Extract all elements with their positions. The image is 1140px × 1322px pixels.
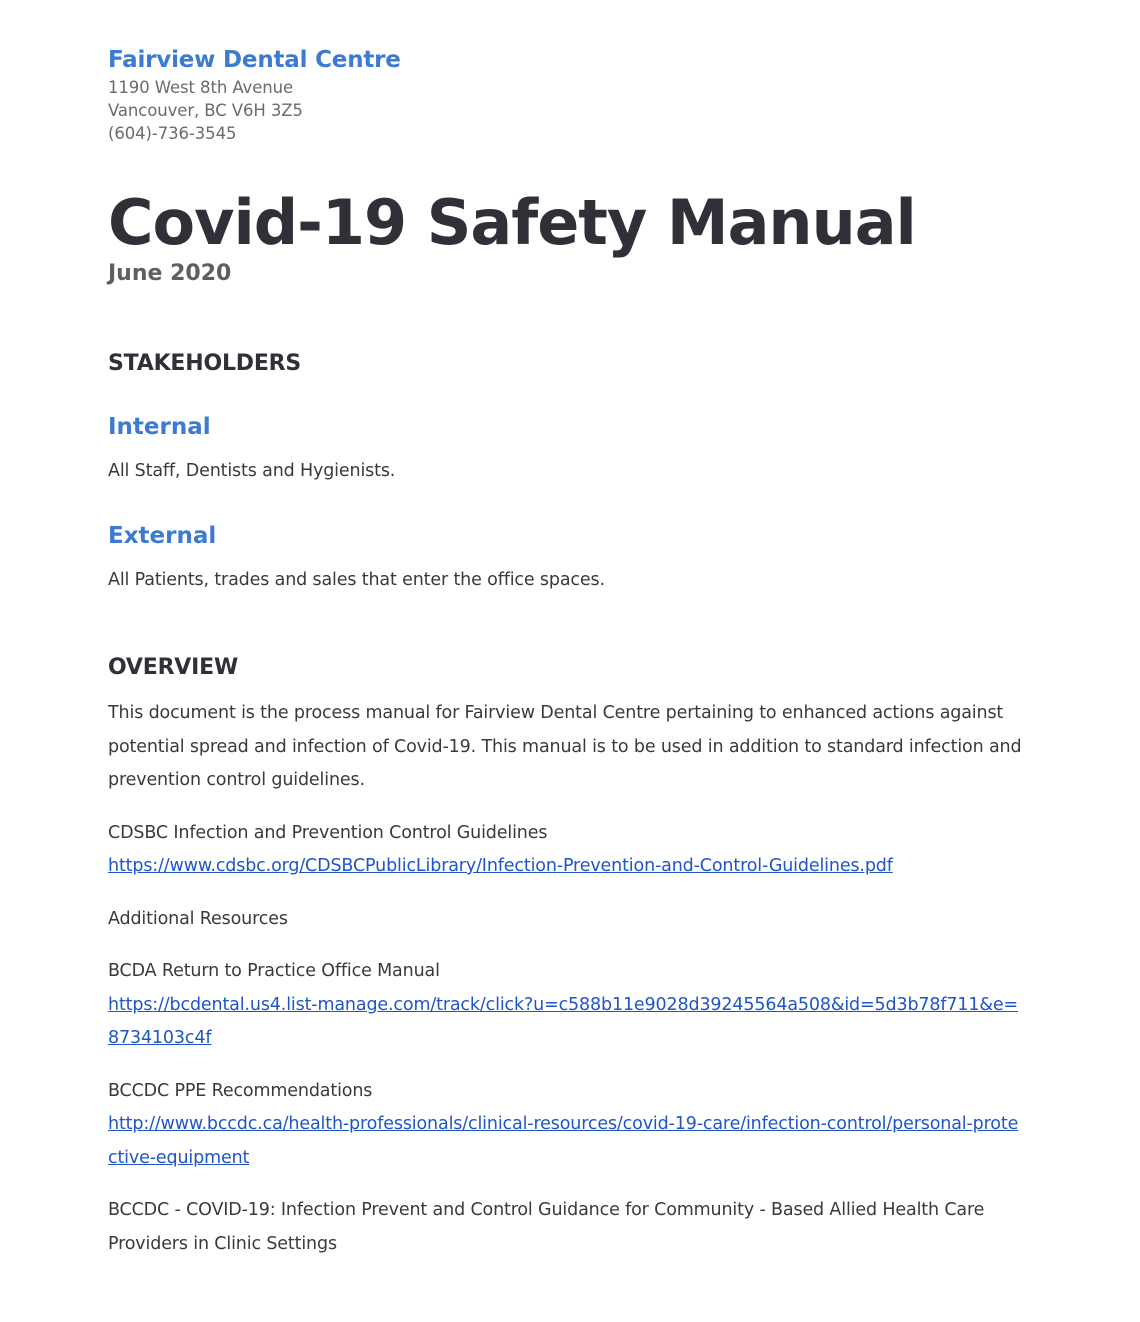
bccdc-guidance-resource — [108, 1194, 1028, 1261]
external-heading: External — [108, 522, 217, 549]
external-text: All Patients, trades and sales that enter the office spaces. — [108, 569, 605, 590]
document-date: June 2020 — [108, 261, 232, 286]
bccdc-ppe-link[interactable]: http://www.bccdc.ca/health-professionals/clinical-resources/covid-19-care/infection-control/personal-protective-equipment — [108, 1114, 1019, 1168]
cdsbc-label: CDSBC Infection and Prevention Control Guidelines — [108, 822, 548, 843]
cdsbc-resource — [108, 817, 1028, 884]
bccdc-ppe-resource — [108, 1075, 1028, 1176]
overview-heading: OVERVIEW — [108, 655, 239, 680]
bccdc-ppe-label: BCCDC PPE Recommendations — [108, 1080, 373, 1101]
additional-resources — [108, 903, 1028, 937]
bcda-resource — [108, 955, 1028, 1056]
overview-intro: This document is the process manual for Fairview Dental Centre pertaining to enhanced actions against potential spread and infection of Covid-19. This manual is to be used in addition to standard infection and prevention control guidelines. — [108, 703, 1022, 790]
bcda-label: BCDA Return to Practice Office Manual — [108, 961, 440, 981]
address-line-2: Vancouver, BC V6H 3Z5 — [108, 101, 303, 120]
document-page — [108, 44, 1028, 1261]
additional-resources-label: Additional Resources — [108, 908, 288, 929]
phone-number: (604)-736-3545 — [108, 124, 237, 143]
stakeholders-heading: STAKEHOLDERS — [108, 351, 302, 376]
internal-heading: Internal — [108, 414, 211, 440]
bcda-link[interactable]: https://bcdental.us4.list-manage.com/track/click?u=c588b11e9028d39245564a508&id=5d3b78f711&e=8734103c4f — [108, 994, 1018, 1048]
bccdc-guidance-label: BCCDC - COVID-19: Infection Prevent and Control Guidance for Community - Based Allied Health Care Providers in Clinic Settings — [108, 1200, 985, 1254]
address-line-1: 1190 West 8th Avenue — [108, 78, 294, 97]
document-title: Covid-19 Safety Manual — [108, 186, 916, 259]
org-name: Fairview Dental Centre — [108, 47, 401, 73]
internal-text: All Staff, Dentists and Hygienists. — [108, 461, 396, 481]
cdsbc-link[interactable]: https://www.cdsbc.org/CDSBCPublicLibrary/Infection-Prevention-and-Control-Guidelines.pdf — [108, 856, 893, 876]
